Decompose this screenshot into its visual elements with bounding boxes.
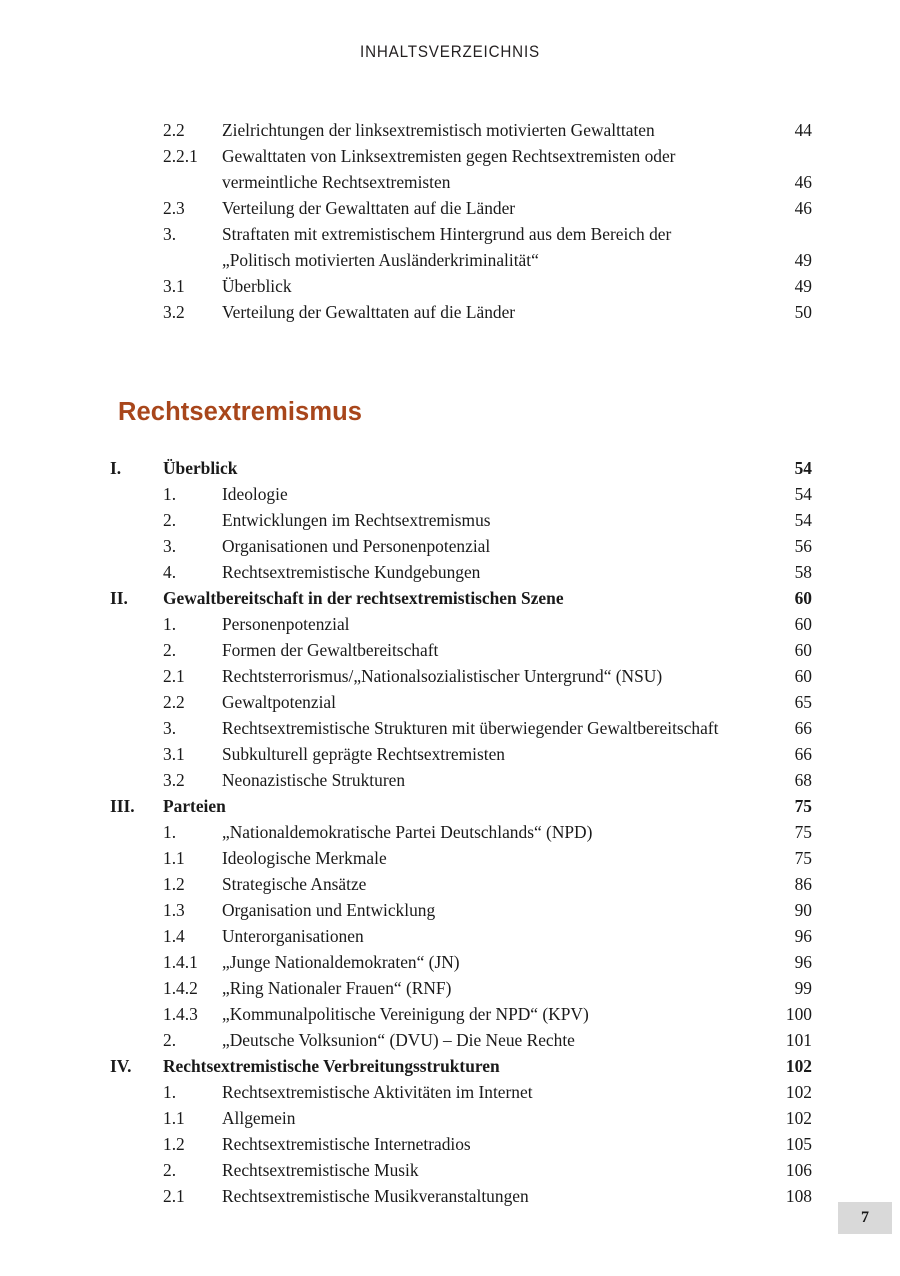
toc-entry-number: 2.2 bbox=[163, 692, 185, 712]
toc-section-rechtsextremismus bbox=[0, 455, 900, 1209]
running-header: INHALTSVERZEICHNIS bbox=[360, 43, 540, 61]
toc-entry-number: 1.1 bbox=[163, 848, 185, 868]
toc-row[interactable] bbox=[0, 507, 900, 533]
toc-entry-number: III. bbox=[110, 796, 135, 816]
toc-row[interactable] bbox=[0, 221, 900, 247]
toc-entry-number: I. bbox=[110, 458, 122, 478]
toc-entry-page: 58 bbox=[794, 562, 812, 582]
toc-row[interactable] bbox=[0, 143, 900, 169]
toc-entry-number: 2.3 bbox=[163, 198, 185, 218]
toc-entry-title: Neonazistische Strukturen bbox=[222, 770, 406, 790]
toc-entry-title: Ideologische Merkmale bbox=[222, 848, 387, 868]
toc-row[interactable] bbox=[0, 455, 900, 481]
toc-entry-title: Rechtsextremistische Internetradios bbox=[222, 1134, 471, 1154]
toc-entry-number: 1.3 bbox=[163, 900, 185, 920]
toc-entry-title: „Deutsche Volksunion“ (DVU) – Die Neue Rechte bbox=[222, 1030, 575, 1050]
toc-entry-number: 2. bbox=[163, 510, 177, 530]
toc-entry-title: Ideologie bbox=[222, 484, 288, 504]
toc-entry-page: 50 bbox=[794, 302, 812, 322]
toc-entry-number: 1.1 bbox=[163, 1108, 185, 1128]
toc-entry-page: 44 bbox=[794, 120, 812, 140]
toc-entry-page: 54 bbox=[794, 458, 812, 478]
toc-entry-title: „Kommunalpolitische Vereinigung der NPD“ (KPV) bbox=[222, 1004, 589, 1024]
toc-entry-number: 2.2 bbox=[163, 120, 185, 140]
toc-row[interactable] bbox=[0, 1053, 900, 1079]
toc-entry-page: 101 bbox=[785, 1030, 812, 1050]
toc-row[interactable] bbox=[0, 585, 900, 611]
toc-entry-title: Rechtsextremistische Strukturen mit überwiegender Gewaltbereitschaft bbox=[222, 718, 719, 738]
toc-row[interactable] bbox=[0, 1079, 900, 1105]
toc-entry-title: Strategische Ansätze bbox=[222, 874, 367, 894]
toc-entry-title: Subkulturell geprägte Rechtsextremisten bbox=[222, 744, 506, 764]
toc-row[interactable] bbox=[0, 767, 900, 793]
toc-row[interactable] bbox=[0, 949, 900, 975]
toc-entry-title: Entwicklungen im Rechtsextremismus bbox=[222, 510, 491, 530]
toc-entry-number: 1.4.2 bbox=[163, 978, 198, 998]
toc-entry-page: 96 bbox=[794, 926, 812, 946]
toc-row[interactable] bbox=[0, 1027, 900, 1053]
toc-entry-number: 4. bbox=[163, 562, 177, 582]
toc-entry-title: Allgemein bbox=[222, 1108, 296, 1128]
toc-row[interactable] bbox=[0, 871, 900, 897]
toc-entry-page: 86 bbox=[794, 874, 812, 894]
toc-row[interactable] bbox=[0, 273, 900, 299]
toc-entry-title: Parteien bbox=[163, 796, 226, 816]
toc-entry-page: 102 bbox=[785, 1056, 812, 1076]
toc-entry-title: Rechtsterrorismus/„Nationalsozialistischer Untergrund“ (NSU) bbox=[222, 666, 663, 686]
toc-row[interactable] bbox=[0, 481, 900, 507]
toc-row[interactable] bbox=[0, 897, 900, 923]
toc-entry-page: 60 bbox=[794, 588, 812, 608]
toc-row[interactable] bbox=[0, 1001, 900, 1027]
toc-entry-number: 2.1 bbox=[163, 666, 185, 686]
toc-entry-number: 1. bbox=[163, 614, 177, 634]
toc-entry-page: 46 bbox=[794, 172, 812, 192]
page-number: 7 bbox=[861, 1209, 869, 1226]
toc-entry-title: Überblick bbox=[222, 276, 292, 296]
toc-entry-number: 1. bbox=[163, 1082, 177, 1102]
toc-row[interactable] bbox=[0, 663, 900, 689]
toc-row[interactable] bbox=[0, 169, 900, 195]
toc-entry-page: 66 bbox=[794, 718, 812, 738]
toc-row[interactable] bbox=[0, 845, 900, 871]
toc-entry-title: Formen der Gewaltbereitschaft bbox=[222, 640, 439, 660]
toc-row[interactable] bbox=[0, 715, 900, 741]
toc-entry-title: Straftaten mit extremistischem Hintergrund aus dem Bereich der bbox=[222, 224, 672, 244]
page-number-badge bbox=[838, 1202, 892, 1234]
toc-entry-title: Gewaltbereitschaft in der rechtsextremistischen Szene bbox=[163, 588, 564, 608]
toc-entry-page: 66 bbox=[794, 744, 812, 764]
toc-entry-title: Rechtsextremistische Musik bbox=[222, 1160, 419, 1180]
toc-entry-number: 3. bbox=[163, 718, 177, 738]
toc-entry-number: 2.2.1 bbox=[163, 146, 198, 166]
toc-entry-title: Überblick bbox=[163, 458, 238, 478]
toc-entry-title: Verteilung der Gewalttaten auf die Länder bbox=[222, 198, 516, 218]
toc-entry-title: Rechtsextremistische Musikveranstaltungen bbox=[222, 1186, 529, 1206]
toc-row[interactable] bbox=[0, 247, 900, 273]
toc-entry-number: 1.2 bbox=[163, 1134, 185, 1154]
toc-entry-number: 1.2 bbox=[163, 874, 185, 894]
toc-entry-title: Personenpotenzial bbox=[222, 614, 350, 634]
toc-entry-page: 75 bbox=[794, 796, 812, 816]
toc-entry-title: Verteilung der Gewalttaten auf die Länder bbox=[222, 302, 516, 322]
toc-entry-page: 75 bbox=[794, 848, 812, 868]
toc-entry-page: 108 bbox=[785, 1186, 812, 1206]
toc-entry-page: 60 bbox=[794, 614, 812, 634]
toc-entry-number: 2. bbox=[163, 1030, 177, 1050]
toc-entry-number: 1.4 bbox=[163, 926, 185, 946]
toc-entry-page: 90 bbox=[794, 900, 812, 920]
toc-row[interactable] bbox=[0, 1131, 900, 1157]
toc-row[interactable] bbox=[0, 689, 900, 715]
toc-entry-number: 3.1 bbox=[163, 276, 185, 296]
toc-section-continued bbox=[0, 117, 900, 325]
toc-row[interactable] bbox=[0, 559, 900, 585]
toc-entry-number: 3. bbox=[163, 536, 177, 556]
toc-entry-page: 68 bbox=[794, 770, 812, 790]
toc-entry-number: 1.4.3 bbox=[163, 1004, 198, 1024]
toc-row[interactable] bbox=[0, 195, 900, 221]
toc-entry-title: „Politisch motivierten Ausländerkriminalität“ bbox=[222, 250, 539, 270]
toc-entry-number: 3.1 bbox=[163, 744, 185, 764]
toc-entry-title: vermeintliche Rechtsextremisten bbox=[222, 172, 451, 192]
toc-entry-number: 2. bbox=[163, 1160, 177, 1180]
toc-entry-number: IV. bbox=[110, 1056, 132, 1076]
toc-row[interactable] bbox=[0, 299, 900, 325]
toc-entry-number: 1.4.1 bbox=[163, 952, 198, 972]
toc-row[interactable] bbox=[0, 1183, 900, 1209]
toc-entry-page: 75 bbox=[794, 822, 812, 842]
toc-row[interactable] bbox=[0, 819, 900, 845]
toc-row[interactable] bbox=[0, 533, 900, 559]
toc-row[interactable] bbox=[0, 923, 900, 949]
toc-entry-title: Organisationen und Personenpotenzial bbox=[222, 536, 491, 556]
toc-row[interactable] bbox=[0, 793, 900, 819]
toc-entry-page: 96 bbox=[794, 952, 812, 972]
toc-entry-title: Gewalttaten von Linksextremisten gegen Rechtsextremisten oder bbox=[222, 146, 676, 166]
toc-entry-page: 102 bbox=[785, 1108, 812, 1128]
toc-row[interactable] bbox=[0, 1157, 900, 1183]
toc-entry-number: 3. bbox=[163, 224, 177, 244]
toc-entry-title: „Junge Nationaldemokraten“ (JN) bbox=[222, 952, 460, 972]
toc-row[interactable] bbox=[0, 611, 900, 637]
toc-entry-title: Rechtsextremistische Aktivitäten im Internet bbox=[222, 1082, 533, 1102]
toc-entry-page: 49 bbox=[794, 276, 812, 296]
toc-entry-title: Rechtsextremistische Kundgebungen bbox=[222, 562, 481, 582]
part-heading-rechtsextremismus: Rechtsextremismus bbox=[118, 398, 363, 426]
toc-entry-number: 2. bbox=[163, 640, 177, 660]
toc-entry-page: 65 bbox=[794, 692, 812, 712]
toc-entry-page: 105 bbox=[785, 1134, 812, 1154]
toc-row[interactable] bbox=[0, 637, 900, 663]
toc-entry-title: „Ring Nationaler Frauen“ (RNF) bbox=[222, 978, 452, 998]
toc-entry-page: 54 bbox=[794, 510, 812, 530]
toc-entry-title: „Nationaldemokratische Partei Deutschlands“ (NPD) bbox=[222, 822, 593, 842]
toc-entry-number: 1. bbox=[163, 484, 177, 504]
toc-entry-page: 54 bbox=[794, 484, 812, 504]
toc-row[interactable] bbox=[0, 975, 900, 1001]
toc-entry-page: 49 bbox=[794, 250, 812, 270]
toc-entry-number: 1. bbox=[163, 822, 177, 842]
toc-entry-number: 3.2 bbox=[163, 302, 185, 322]
toc-entry-page: 100 bbox=[785, 1004, 812, 1024]
toc-row[interactable] bbox=[0, 1105, 900, 1131]
toc-entry-page: 102 bbox=[785, 1082, 812, 1102]
toc-row[interactable] bbox=[0, 741, 900, 767]
toc-entry-page: 60 bbox=[794, 640, 812, 660]
toc-entry-title: Unterorganisationen bbox=[222, 926, 364, 946]
toc-entry-title: Zielrichtungen der linksextremistisch motivierten Gewalttaten bbox=[222, 120, 655, 140]
toc-entry-number: 3.2 bbox=[163, 770, 185, 790]
toc-entry-page: 60 bbox=[794, 666, 812, 686]
toc-entry-title: Gewaltpotenzial bbox=[222, 692, 336, 712]
toc-row[interactable] bbox=[0, 117, 900, 143]
toc-entry-page: 99 bbox=[794, 978, 812, 998]
toc-entry-title: Rechtsextremistische Verbreitungsstrukturen bbox=[163, 1056, 500, 1076]
toc-entry-number: 2.1 bbox=[163, 1186, 185, 1206]
toc-entry-number: II. bbox=[110, 588, 128, 608]
toc-entry-title: Organisation und Entwicklung bbox=[222, 900, 436, 920]
toc-entry-page: 46 bbox=[794, 198, 812, 218]
toc-entry-page: 106 bbox=[785, 1160, 812, 1180]
toc-entry-page: 56 bbox=[794, 536, 812, 556]
